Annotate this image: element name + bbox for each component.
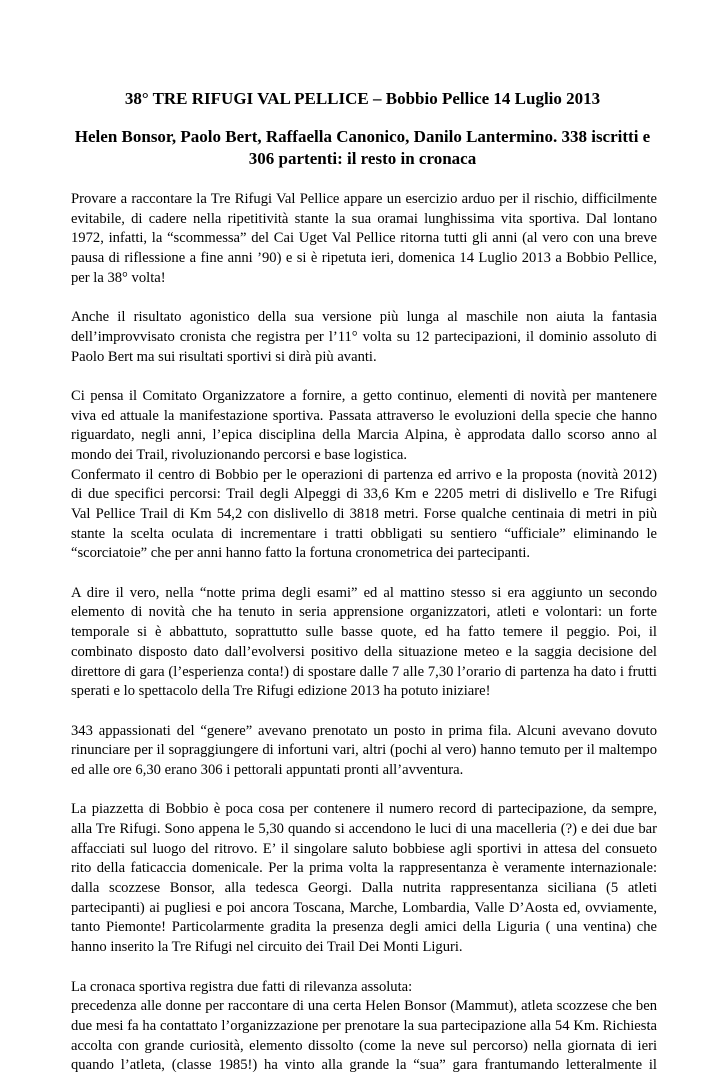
- paragraph-line: di due specifici percorsi: Trail degli Alpeggi di 33,6 Km e 2205 metri di dislivello e Tre Rifugi: [71, 486, 657, 503]
- paragraph-line: A dire il vero, nella “notte prima degli esami” ed al mattino stesso si era aggiunto un secondo: [71, 584, 657, 601]
- document-subtitle-line-2: 306 partenti: il resto in cronaca: [248, 149, 477, 168]
- paragraph-spacer: [71, 288, 657, 308]
- paragraph-line: La cronaca sportiva registra due fatti di rilevanza assoluta:: [71, 978, 413, 995]
- paragraph-line: tanto Piemonte! Particolarmente gradita la presenza degli amici della Liguria ( una ventina) che: [71, 919, 657, 936]
- paragraph-line: temporale si è abbattuto, soprattutto sulle basse quote, ed ha fatto temere il peggio. Poi, il: [71, 624, 657, 641]
- paragraph-line: rinunciare per il sopraggiungere di infortuni vari, altri (pochi al vero) hanno temuto per il maltempo: [71, 742, 657, 759]
- paragraph-line: 343 appassionati del “genere” avevano prenotato un posto in prima fila. Alcuni avevano dovuto: [71, 722, 657, 739]
- paragraph-line: Anche il risultato agonistico della sua versione più lunga al maschile non aiuta la fantasia: [71, 309, 657, 326]
- paragraph-line: viva ed attuale la manifestazione sportiva. Passata attraverso le evoluzioni della specie che hanno: [71, 407, 657, 424]
- paragraph-line: affacciati sul luogo del ritrovo. E’ il singolare saluto bobbiese agli sportivi in attesa del consueto: [71, 840, 657, 857]
- paragraph-line: hanno inserito la Tre Rifugi nel circuito dei Trail Dei Monti Liguri.: [71, 939, 463, 956]
- paragraph-line: Paolo Bert ma sui risultati sportivi si dirà più avanti.: [71, 348, 377, 365]
- paragraph-line: per la 38° volta!: [71, 269, 166, 286]
- paragraph-spacer: [71, 958, 657, 978]
- paragraph-spacer: [71, 367, 657, 387]
- paragraph-line: stante la scelta oculata di incrementare i tratti obbligati su sentiero “ufficiale” eliminando le: [71, 525, 657, 542]
- paragraph-line: Val Pellice Trail di Km 54,2 con dislivello di 3818 metri. Forse qualche centinaia di metri in più: [71, 506, 657, 522]
- paragraph-line: mondo dei Trail, rivoluzionando percorsi e base logistica.: [71, 446, 407, 463]
- paragraph-line: riguardato, negli anni, l’epica disciplina della Marcia Alpina, è approdata dallo scorso anno al: [71, 427, 657, 444]
- paragraph-line: elemento di novità che ha tenuto in seria apprensione organizzatori, atleti e volontari: un forte: [71, 604, 657, 621]
- paragraph-spacer: [71, 702, 657, 722]
- paragraph-line: Provare a raccontare la Tre Rifugi Val Pellice appare un esercizio arduo per il rischio, difficilmente: [71, 191, 657, 207]
- document-title: 38° TRE RIFUGI VAL PELLICE – Bobbio Pellice 14 Luglio 2013: [124, 89, 601, 108]
- paragraph-line: La piazzetta di Bobbio è poca cosa per contenere il numero record di partecipazione, da sempre,: [71, 801, 657, 818]
- paragraph: [71, 190, 657, 288]
- paragraph: [71, 800, 657, 958]
- paragraph-line: dell’improvvisato cronista che registra per l’11° volta su 12 partecipazioni, il dominio assoluto di: [71, 328, 657, 345]
- paragraph-line: “scorciatoie” che per anni hanno fatto la fortuna cronometrica dei partecipanti.: [71, 545, 531, 562]
- paragraph-line: precedenza alle donne per raccontare di una certa Helen Bonsor (Mammut), atleta scozzese che ben: [71, 998, 657, 1015]
- paragraph-line: combinato disposto dato dall’evolversi positivo della situazione meteo e la saggia decisione del: [71, 643, 657, 660]
- paragraph-line: partecipanti) ai pugliesi e poi ancora Toscana, Marche, Lombardia, Valle D’Aosta ed, ovviamente,: [71, 899, 657, 916]
- paragraph-line: sperati e lo spettacolo della Tre Rifugi edizione 2013 ha potuto iniziare!: [71, 683, 491, 700]
- paragraph-line: evitabile, di cadere nella ripetitività stante la sua oramai lunghissima vita sportiva. Dal lontano: [71, 210, 657, 227]
- paragraph-line: direttore di gara (l’esperienza conta!) di spostare dalle 7 alle 7,30 l’orario di partenza ha dato i frutti: [71, 663, 657, 680]
- paragraph-line: ed alle ore 6,30 erano 306 i pettorali appuntati pronti all’avventura.: [71, 761, 464, 778]
- paragraph: [71, 308, 657, 367]
- paragraph-line: rito della faticaccia domenicale. Per la prima volta la rappresentanza è veramente internazionale:: [71, 860, 657, 877]
- paragraph: [71, 722, 657, 781]
- paragraph-line: Ci pensa il Comitato Organizzatore a fornire, a getto continuo, elementi di novità per mantenere: [71, 387, 657, 404]
- paragraph-line: alla Tre Rifugi. Sono appena le 5,30 quando si accendono le luci di una macelleria (?) e dei due bar: [71, 821, 657, 837]
- article-body: [71, 190, 657, 1076]
- paragraph: [71, 997, 657, 1076]
- paragraph-spacer: [71, 564, 657, 584]
- paragraph-spacer: [71, 781, 657, 801]
- paragraph-line: due mesi fa ha contattato l’organizzazione per prenotare la sua partecipazione alla 54 Km. Richiesta: [71, 1017, 657, 1034]
- paragraph-line: 1972, infatti, la “scommessa” del Cai Uget Val Pellice ritorna tutti gli anni (al vero con una breve: [71, 230, 657, 247]
- paragraph-line: accolta con grande curiosità, elemento dissolto (come la neve sul percorso) nella giornata di ieri: [71, 1037, 657, 1054]
- paragraph-line: quando l’atleta, (classe 1985!) ha vinto alla grande la “sua” gara frantumando letteralmente il: [71, 1057, 657, 1074]
- paragraph-line: Confermato il centro di Bobbio per le operazioni di partenza ed arrivo e la proposta (novità 2012): [71, 466, 657, 483]
- paragraph: [71, 978, 657, 998]
- paragraph: [71, 584, 657, 702]
- paragraph-line: pausa di riflessione a fine anni ’90) e si è ripetuta ieri, domenica 14 Luglio 2013 a Bobbio Pellice,: [71, 250, 657, 267]
- paragraph-line: dalla scozzese Bonsor, alla tedesca Georgi. Dalla nutrita rappresentanza siciliana (5 atleti: [71, 880, 657, 897]
- paragraph: [71, 387, 657, 466]
- paragraph: [71, 466, 657, 564]
- document-subtitle-line-1: Helen Bonsor, Paolo Bert, Raffaella Canonico, Danilo Lantermino. 338 iscritti e: [74, 127, 651, 146]
